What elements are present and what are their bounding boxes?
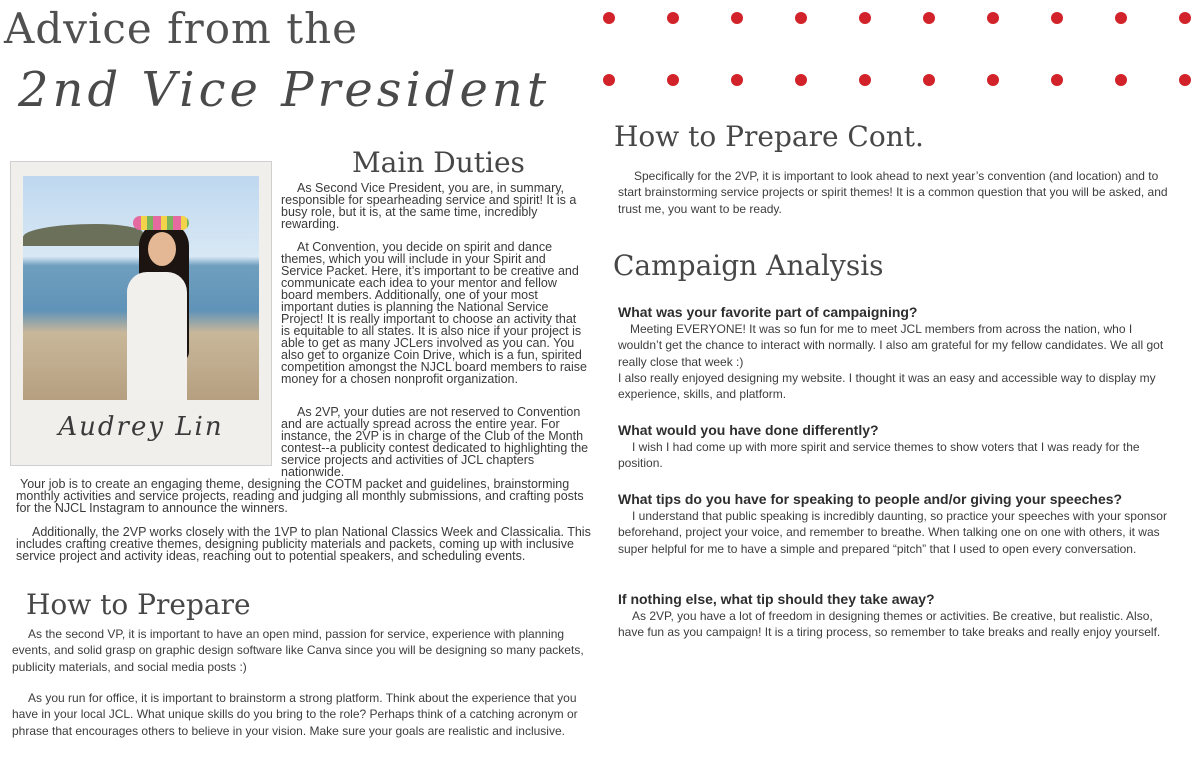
portrait-photo <box>23 176 259 400</box>
photo-signature: Audrey Lin <box>58 412 224 442</box>
page-title-line2: 2nd Vice President <box>18 62 551 118</box>
decorative-dot <box>667 12 679 24</box>
polaroid-photo-frame <box>10 161 272 466</box>
decorative-dot <box>1115 74 1127 86</box>
decorative-dot <box>1051 12 1063 24</box>
campaign-question-1: What was your favorite part of campaigning? <box>618 304 918 320</box>
campaign-question-3: What tips do you have for speaking to people and/or giving your speeches? <box>618 491 1123 507</box>
campaign-question-2: What would you have done differently? <box>618 422 879 438</box>
campaign-question-4: If nothing else, what tip should they take away? <box>618 591 935 607</box>
campaign-answer-2: I wish I had come up with more spirit and service themes to show voters that I was ready for the position. <box>618 440 1140 471</box>
decorative-dot <box>923 74 935 86</box>
decorative-dot <box>795 12 807 24</box>
decorative-dot <box>859 74 871 86</box>
how-to-prepare-paragraph-1: As the second VP, it is important to have an open mind, passion for service, experience with planning events, and solid grasp on graphic design software like Canva since you will be designing so many packets, publicity materials, and social media posts :) <box>12 627 584 674</box>
decorative-dot <box>1115 12 1127 24</box>
campaign-answer-1b: I also really enjoyed designing my website. I thought it was an easy and accessible way to display my experience, skills, and platform. <box>618 371 1156 402</box>
page-title-line1: Advice from the <box>4 4 358 53</box>
main-duties-paragraph-1: As Second Vice President, you are, in summary, responsible for spearheading service and spirit! It is a busy role, but it is, at the same time, incredibly rewarding. <box>281 181 577 231</box>
decorative-dot <box>859 12 871 24</box>
decorative-dot <box>987 12 999 24</box>
decorative-dot <box>1179 12 1191 24</box>
decorative-dot <box>603 74 615 86</box>
decorative-dot <box>795 74 807 86</box>
how-to-prepare-paragraph-2: As you run for office, it is important to brainstorm a strong platform. Think about the experience that you have in your local JCL. What unique skills do you bring to the role? Perhaps think of a catching acronym or phrase that encourages others to believe in your vision. Make sure your goals are realistic and inclusive. <box>12 691 578 738</box>
how-to-prepare-heading: How to Prepare <box>26 588 251 621</box>
main-duties-heading: Main Duties <box>352 146 525 179</box>
campaign-answer-3: I understand that public speaking is incredibly daunting, so practice your speeches with your sponsor beforehand, project your voice, and remember to breathe. When talking one on one with others, it was super helpful for me to have a simple and prepared “pitch” that I used to open every conversation. <box>618 509 1167 556</box>
decorative-dot <box>603 12 615 24</box>
main-duties-paragraph-4: Your job is to create an engaging theme, designing the COTM packet and guidelines, brainstorming monthly activities and service projects, reading and judging all monthly submissions, and crafting posts for the NJCL Instagram to announce the winners. <box>16 477 584 515</box>
decorative-dot <box>987 74 999 86</box>
decorative-dot <box>1051 74 1063 86</box>
decorative-dot <box>731 74 743 86</box>
decorative-dot <box>667 74 679 86</box>
campaign-answer-4: As 2VP, you have a lot of freedom in designing themes or activities. Be creative, but realistic. Also, have fun as you campaign! It is a tiring process, so remember to take breaks and really enjoy yourself. <box>618 609 1161 640</box>
campaign-answer-1: Meeting EVERYONE! It was so fun for me to meet JCL members from across the nation, who I wouldn’t get the chance to interact with normally. I also am grateful for my fellow candidates. We all got really close that week :) <box>618 322 1164 369</box>
how-to-prepare-cont-heading: How to Prepare Cont. <box>614 120 924 153</box>
decorative-dots <box>600 8 1200 98</box>
main-duties-paragraph-2: At Convention, you decide on spirit and dance themes, which you will include in your Spirit and Service Packet. Here, it’s important to be creative and communicate each idea to your mentor and fellow board members. Additionally, one of your most important duties is planning the National Service Project! It is really important to choose an activity that is equitable to all states. It is also nice if your project is able to get as many JCLers involved as you can. You also get to organize Coin Drive, which is a fun, spirited competition amongst the NJCL board members to raise money for a chosen nonprofit organization. <box>281 240 587 386</box>
decorative-dot <box>731 12 743 24</box>
main-duties-paragraph-3: As 2VP, your duties are not reserved to Convention and are actually spread across the entire year. For instance, the 2VP is in charge of the Club of the Month contest--a publicity contest dedicated to highlighting the service projects and activities of JCL chapters nationwide. <box>281 405 589 479</box>
decorative-dot <box>923 12 935 24</box>
main-duties-paragraph-5: Additionally, the 2VP works closely with the 1VP to plan National Classics Week and Classicalia. This includes crafting creative themes, designing publicity materials and packets, coming up with inclusive service project and activity ideas, reaching out to potential speakers, and scheduling events. <box>16 525 591 563</box>
decorative-dot <box>1179 74 1191 86</box>
campaign-analysis-heading: Campaign Analysis <box>613 249 884 282</box>
how-to-prepare-cont-paragraph: Specifically for the 2VP, it is important to look ahead to next year’s convention (and location) and to start brainstorming service projects or spirit themes! It is a common question that you will be asked, and trust me, you want to be ready. <box>618 169 1168 216</box>
